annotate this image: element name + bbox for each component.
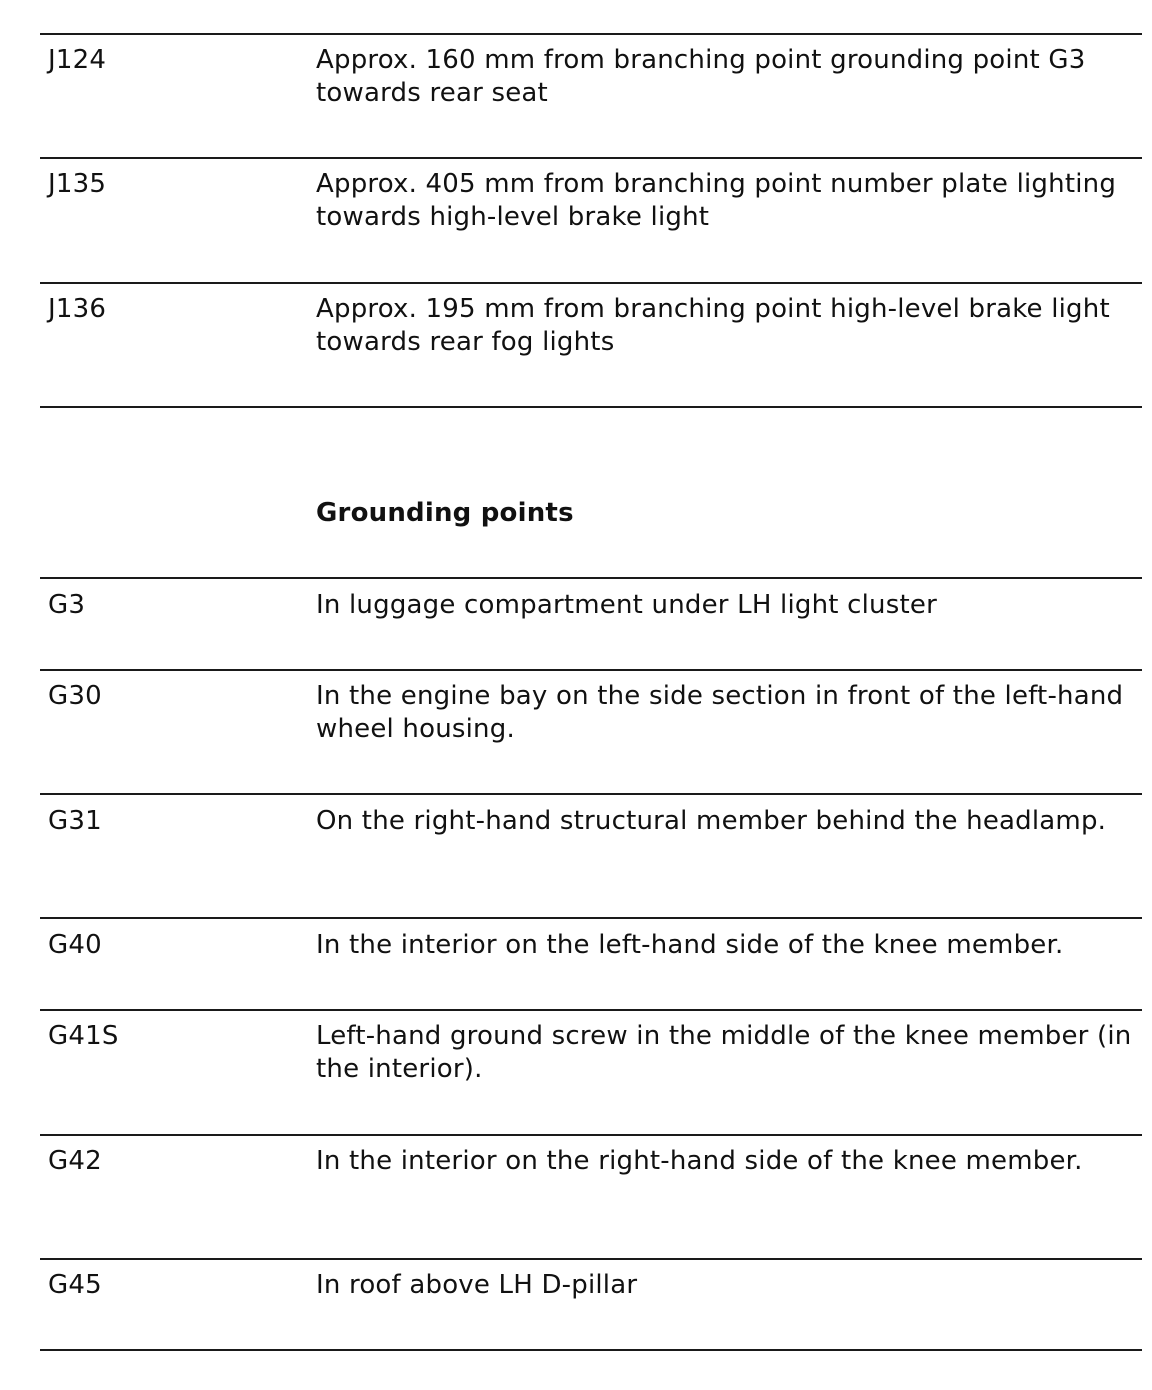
- section-heading: Grounding points: [316, 498, 574, 528]
- grounding-code: G45: [48, 1270, 102, 1300]
- grounding-code: G3: [48, 590, 86, 620]
- junction-description: Approx. 405 mm from branching point number plate lighting towards high-level brake light: [316, 169, 1117, 232]
- table-divider: [40, 577, 1142, 579]
- table-divider: [40, 917, 1142, 919]
- grounding-code: G41S: [48, 1021, 119, 1051]
- junction-description: Approx. 160 mm from branching point grounding point G3 towards rear seat: [316, 45, 1086, 108]
- junction-description: Approx. 195 mm from branching point high-level brake light towards rear fog lights: [316, 294, 1110, 357]
- junction-code: J124: [48, 45, 107, 75]
- grounding-description: Left-hand ground screw in the middle of the knee member (in the interior).: [316, 1021, 1132, 1084]
- table-divider: [40, 406, 1142, 408]
- grounding-description: In the interior on the left-hand side of the knee member.: [316, 930, 1064, 960]
- grounding-code: G31: [48, 806, 102, 836]
- table-divider: [40, 33, 1142, 35]
- grounding-code: G30: [48, 681, 102, 711]
- grounding-code: G42: [48, 1146, 102, 1176]
- table-divider: [40, 1009, 1142, 1011]
- table-divider: [40, 793, 1142, 795]
- grounding-description: In the engine bay on the side section in front of the left-hand wheel housing.: [316, 681, 1124, 744]
- grounding-description: In the interior on the right-hand side of the knee member.: [316, 1146, 1083, 1176]
- grounding-description: In luggage compartment under LH light cluster: [316, 590, 937, 620]
- grounding-description: On the right-hand structural member behind the headlamp.: [316, 806, 1107, 836]
- junction-code: J136: [48, 294, 107, 324]
- table-divider: [40, 1258, 1142, 1260]
- table-divider: [40, 669, 1142, 671]
- grounding-code: G40: [48, 930, 102, 960]
- table-divider: [40, 282, 1142, 284]
- table-divider: [40, 1134, 1142, 1136]
- table-divider: [40, 1349, 1142, 1351]
- table-divider: [40, 157, 1142, 159]
- junction-code: J135: [48, 169, 107, 199]
- grounding-description: In roof above LH D-pillar: [316, 1270, 638, 1300]
